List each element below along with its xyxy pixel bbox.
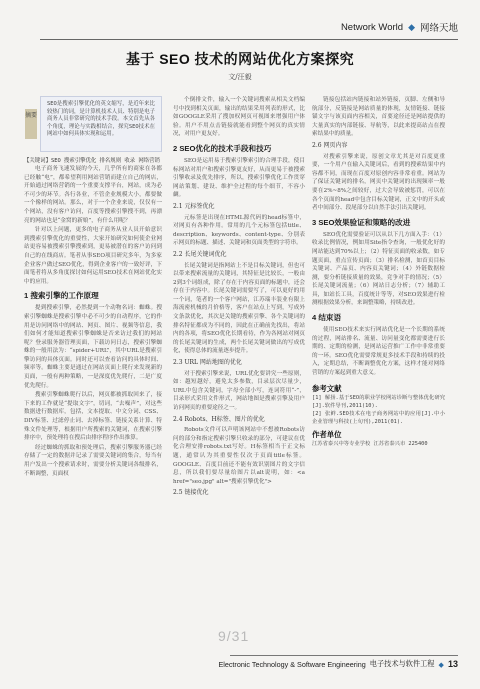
paragraph: 链接包括站内链接和站外链接，页脚、左侧和导航部分，反链接是网站质量的体现，友情链接、链接锚文字与该页面内容相关，首要途径还是网站提供的大量真实的内部链接、导航等，以此来提高站点在搜索结果中的质量。 [312, 97, 445, 138]
header-divider [40, 39, 458, 40]
section-name-cn: 网络天地 [419, 23, 458, 34]
page-header [341, 16, 458, 38]
page-number: 13 [447, 659, 458, 669]
page-footer [218, 659, 458, 669]
paragraph: 对于搜索引擎来说，URL优化要讲究一些原则，如：越短越好，避免太多参数，目录层次尽量少，URL中包含关键词，字母全部小写，连词符用“-”，目录形式采用文件形式，网站地图是搜索引擎及用户访问网页的重要途径之一。 [173, 370, 305, 411]
paragraph: Robots文件可以声明该网站中不想被Robots访问的部分和指定搜索引擎只收录的部分，可建议在优化合理安排robots.txt写好。H标签相当于正文标题，通常认为其重要性仅次于页面title标签。GOOGLE、百度目前还不能有效识别图片的文字信息，所以我们要尽量给图片以alt说明，如：<a href="seo.jpg" alt="搜索引擎优化"> [173, 427, 305, 485]
subsection-heading: 2.1 元标签优化 [173, 202, 215, 210]
paragraph: 对搜索引擎来说，原创文章尤其是对百度更重要，一个用户在输入关键词后，看到的搜索结果中内容都不同，而现在百度对原创内容非常看重。网站为了保证关键词的排名，网页中关键词的出现频率一般要在2%~8%之间较好，过大会导致被惩罚，可以在各个页面的head中包含目标关键词，正文中的开头或者中间部分、段尾部分以自然手法引出关键词。 [312, 153, 445, 212]
page-counter: 9/31 [218, 628, 250, 644]
paragraph: SEO优化需要验证可以从以下几方面入手：（1）收录比例情况，例如用Site指令查询，一般优化好的网站能达到70%以上；（2）特征页面的收录数，如专题页面，重点宣传页面；（3）排名检测，如首页目标关键词、产品页、内容页关键词；（4）外链数据检测，要分析链接质量的效果，竞争对手的情况；（5）长尾关键词流量；（6）网站日志分析；（7）辅助工具，如站长工具，百度统计等等，对SEO效果进行检测根据效果分析，来调整策略，持续改进。 [312, 231, 445, 307]
article-title: 基于 SEO 技术的网站优化方案探究 [125, 51, 355, 67]
paragraph: 个倒排文件，输入一个关键词搜索从相关文档编号中找到相关页面，输出的结果采用列表的形式，比如GOOGLE采用了搜加权网页可视图来增强用户体验。用户不用点击链接就能看到整个网页的真实情况，对用户更友好。 [173, 97, 305, 138]
paragraph: 电子商务飞速发展的今天，几乎所有的商家在各都已经触“电”，都希望利用网站营销而建立自己的网店，开始通过网络营销的一个重要支撑平台，网站，成为必不可少的环节。各行各业，不管企业规模大小，都要做一个像样的网站。那么，对于一个企业来说，仅仅有一个网站，没有客户访问，百度等搜索引擎搜不到，再漂亮的网站也是“金窝的新娘”，有什么用呢？ [24, 166, 162, 224]
paragraph: 经过蜘蛛的抓取和预处理后，搜索引擎服务器已经存储了一定的数据并记录了需要关键词的集合，每当有用户发出一个搜索请求时，需要分析关键词各级排名，不断调整，页面权 [24, 444, 162, 477]
paragraph: 搜索引擎蜘蛛爬行以后，网页都被抓取回来了，接下来的工作就是“提取文字”，切词，“去噪声”，对这些数据进行数据库，包括，文本提取、中文分词、CSS、DIV标签、过滤停止词、去掉标签、链接关系计算、特殊文件处理等，根据用户所搜索的关键词，在搜索引擎排序中，预处理将在搜后由排序程序作出推算。 [24, 392, 162, 442]
reference-item: [2] 张鲜.SEO技术在电子商务网站中的应用[J].中小企业管理与科技(上旬刊),2011(01). [312, 411, 445, 425]
column-2 [173, 96, 305, 500]
footer-divider [230, 655, 458, 656]
section-heading: 2 SEO优化的技术手段和技巧 [173, 143, 272, 153]
subsection-heading: 2.3 URL 网站地图的优化 [173, 359, 242, 367]
reference-item: 江苏省泰兴中等专业学校 江苏省泰兴市 225400 [312, 441, 428, 448]
paragraph: 使用SEO技术来实行网站优化是一个长期的系统的过程，网站排名、流量、访问量变化都需要进行长期的、定期的检测，是网站运营推广工作中非常重要的一环。SEO优化需要常规更多技术手段和持续的投入，定期总结，不断调整优化方案，这样才能对网络营销的方案起到重大意义。 [312, 327, 445, 377]
header-diamond-icon: ◆ [408, 21, 415, 32]
section-heading: 4 结束语 [312, 313, 342, 323]
subsection-heading: 2.6 网页内容 [312, 141, 348, 149]
column-3 [312, 96, 445, 450]
article-author: 文/汪毅 [228, 73, 252, 81]
subsection-heading: 2.2 长尾关键词优化 [173, 250, 227, 258]
section-heading: 1 搜索引擎的工作原理 [24, 291, 99, 301]
paragraph: 长尾关键词是指网站上不是目标关键词，但也可以带来搜索流量的关键词，其特征是比较长，一般由2到3个词组成，除了存在于内容页面的标题中，还会存在于内容中。长尾关键词需要写了，可以更好的用一个词，笔者的一个客户网站，江苏瑞丰装业有限上海流密机械的月价格等，客户在站点上写到，写成外文条款优化，其次是关键的搜索引擎、各个关键词的排名特征都成为不同的，因此在正确前先找出，将站内的各项，将SEO优化长期看待，作为各网站对网页的长尾关键词的生成，两个长尾关键词做出的写成优化，使得总体的流量逐步提升。 [173, 262, 305, 355]
references-heading: 参考文献 [312, 383, 342, 393]
keywords: 【关键词】SEO 搜索引擎优化 排名规则 收录 网络营销 [24, 158, 160, 164]
paragraph: SEO是运用易于搜索引擎索引的合理手段，使目标网站对用户和搜索引擎更友好，从而更易于被搜索引擎收录及优先排序，所以，搜索引擎优化工作贯穿网站策划、建设、维护全过程的每个细节，不容小觑。 [173, 157, 305, 199]
footer-diamond-icon: ◆ [438, 659, 444, 669]
affiliation-heading: 作者单位 [312, 429, 342, 439]
paragraph: 针对以上问题，更多的电子商务从业人员开始意识到搜索引擎优化的重要性，大家开始研究如何使企业网站更容易被搜索引擎搜索到，更易被潜在的客户访问到自己的在线商店。笔者从事SEO项目研究多年，为多家企业客户做过SEO优化，得到企业客户的一致好评，下面笔者将从多角度探讨如何运用SEO技术在网站优化实中的应用。 [24, 227, 162, 285]
subsection-heading: 2.4 Robots、H标签、图片的优化 [173, 415, 265, 423]
section-heading: 3 SEO效果验证和策略的改进 [312, 217, 411, 227]
abstract-text: SEO是搜索引擎优化的英文缩写，是近年来比较热门的词，是计算机技术人员、特别是电子商务人员非常研究的技术手段。本文首先从各个角度，理论与实践相结合，探究SEO技术在网站中如何具体实现和运用。 [47, 101, 155, 138]
subsection-heading: 2.5 链接优化 [173, 489, 209, 497]
abstract-box [25, 96, 162, 152]
column-1 [24, 96, 162, 479]
column-1-body [24, 165, 162, 478]
abstract-tag: 摘要 [25, 109, 37, 139]
section-name-en: Network World [340, 21, 404, 33]
reference-item: [1] 解扬.基于SEO的职业学校网站诊断与整体优化研究[J].软件导刊,2011(10). [312, 395, 445, 409]
paragraph: 提到搜索引擎，必然提到一个动物名词：蜘蛛。搜索引擎蜘蛛是搜索引擎中必不可少的自动程序，它的作用是访问网络中的网站、网页、图片、视频等信息，我们如何才能知道搜索引擎蜘蛛是否来访过我们的网站呢？登录服务器管理页面，下载访问日志，搜索引擎蜘蛛的一般用法为：“spider+URL”，其中URL是搜索引擎访问的具体页面。同时还可以查看访问的具体时间、频率等。蜘蛛主要是通过在网站页面上爬行来发现新的页面，一般有两种策略，一是深度优先爬行，二是广度优先爬行。 [24, 305, 162, 389]
journal-name-cn: 电子技术与软件工程 [369, 659, 435, 668]
journal-name-en: Electronic Technology & Software Engineering [218, 659, 366, 669]
paragraph: 元标签是出现在HTML源代码的head标签中，对网页有各种作用。常用的几个元标签包括title、description、keywords、content-type、分别表示网页的标题、描述、关键词和页面类型的字符串。 [173, 214, 305, 247]
